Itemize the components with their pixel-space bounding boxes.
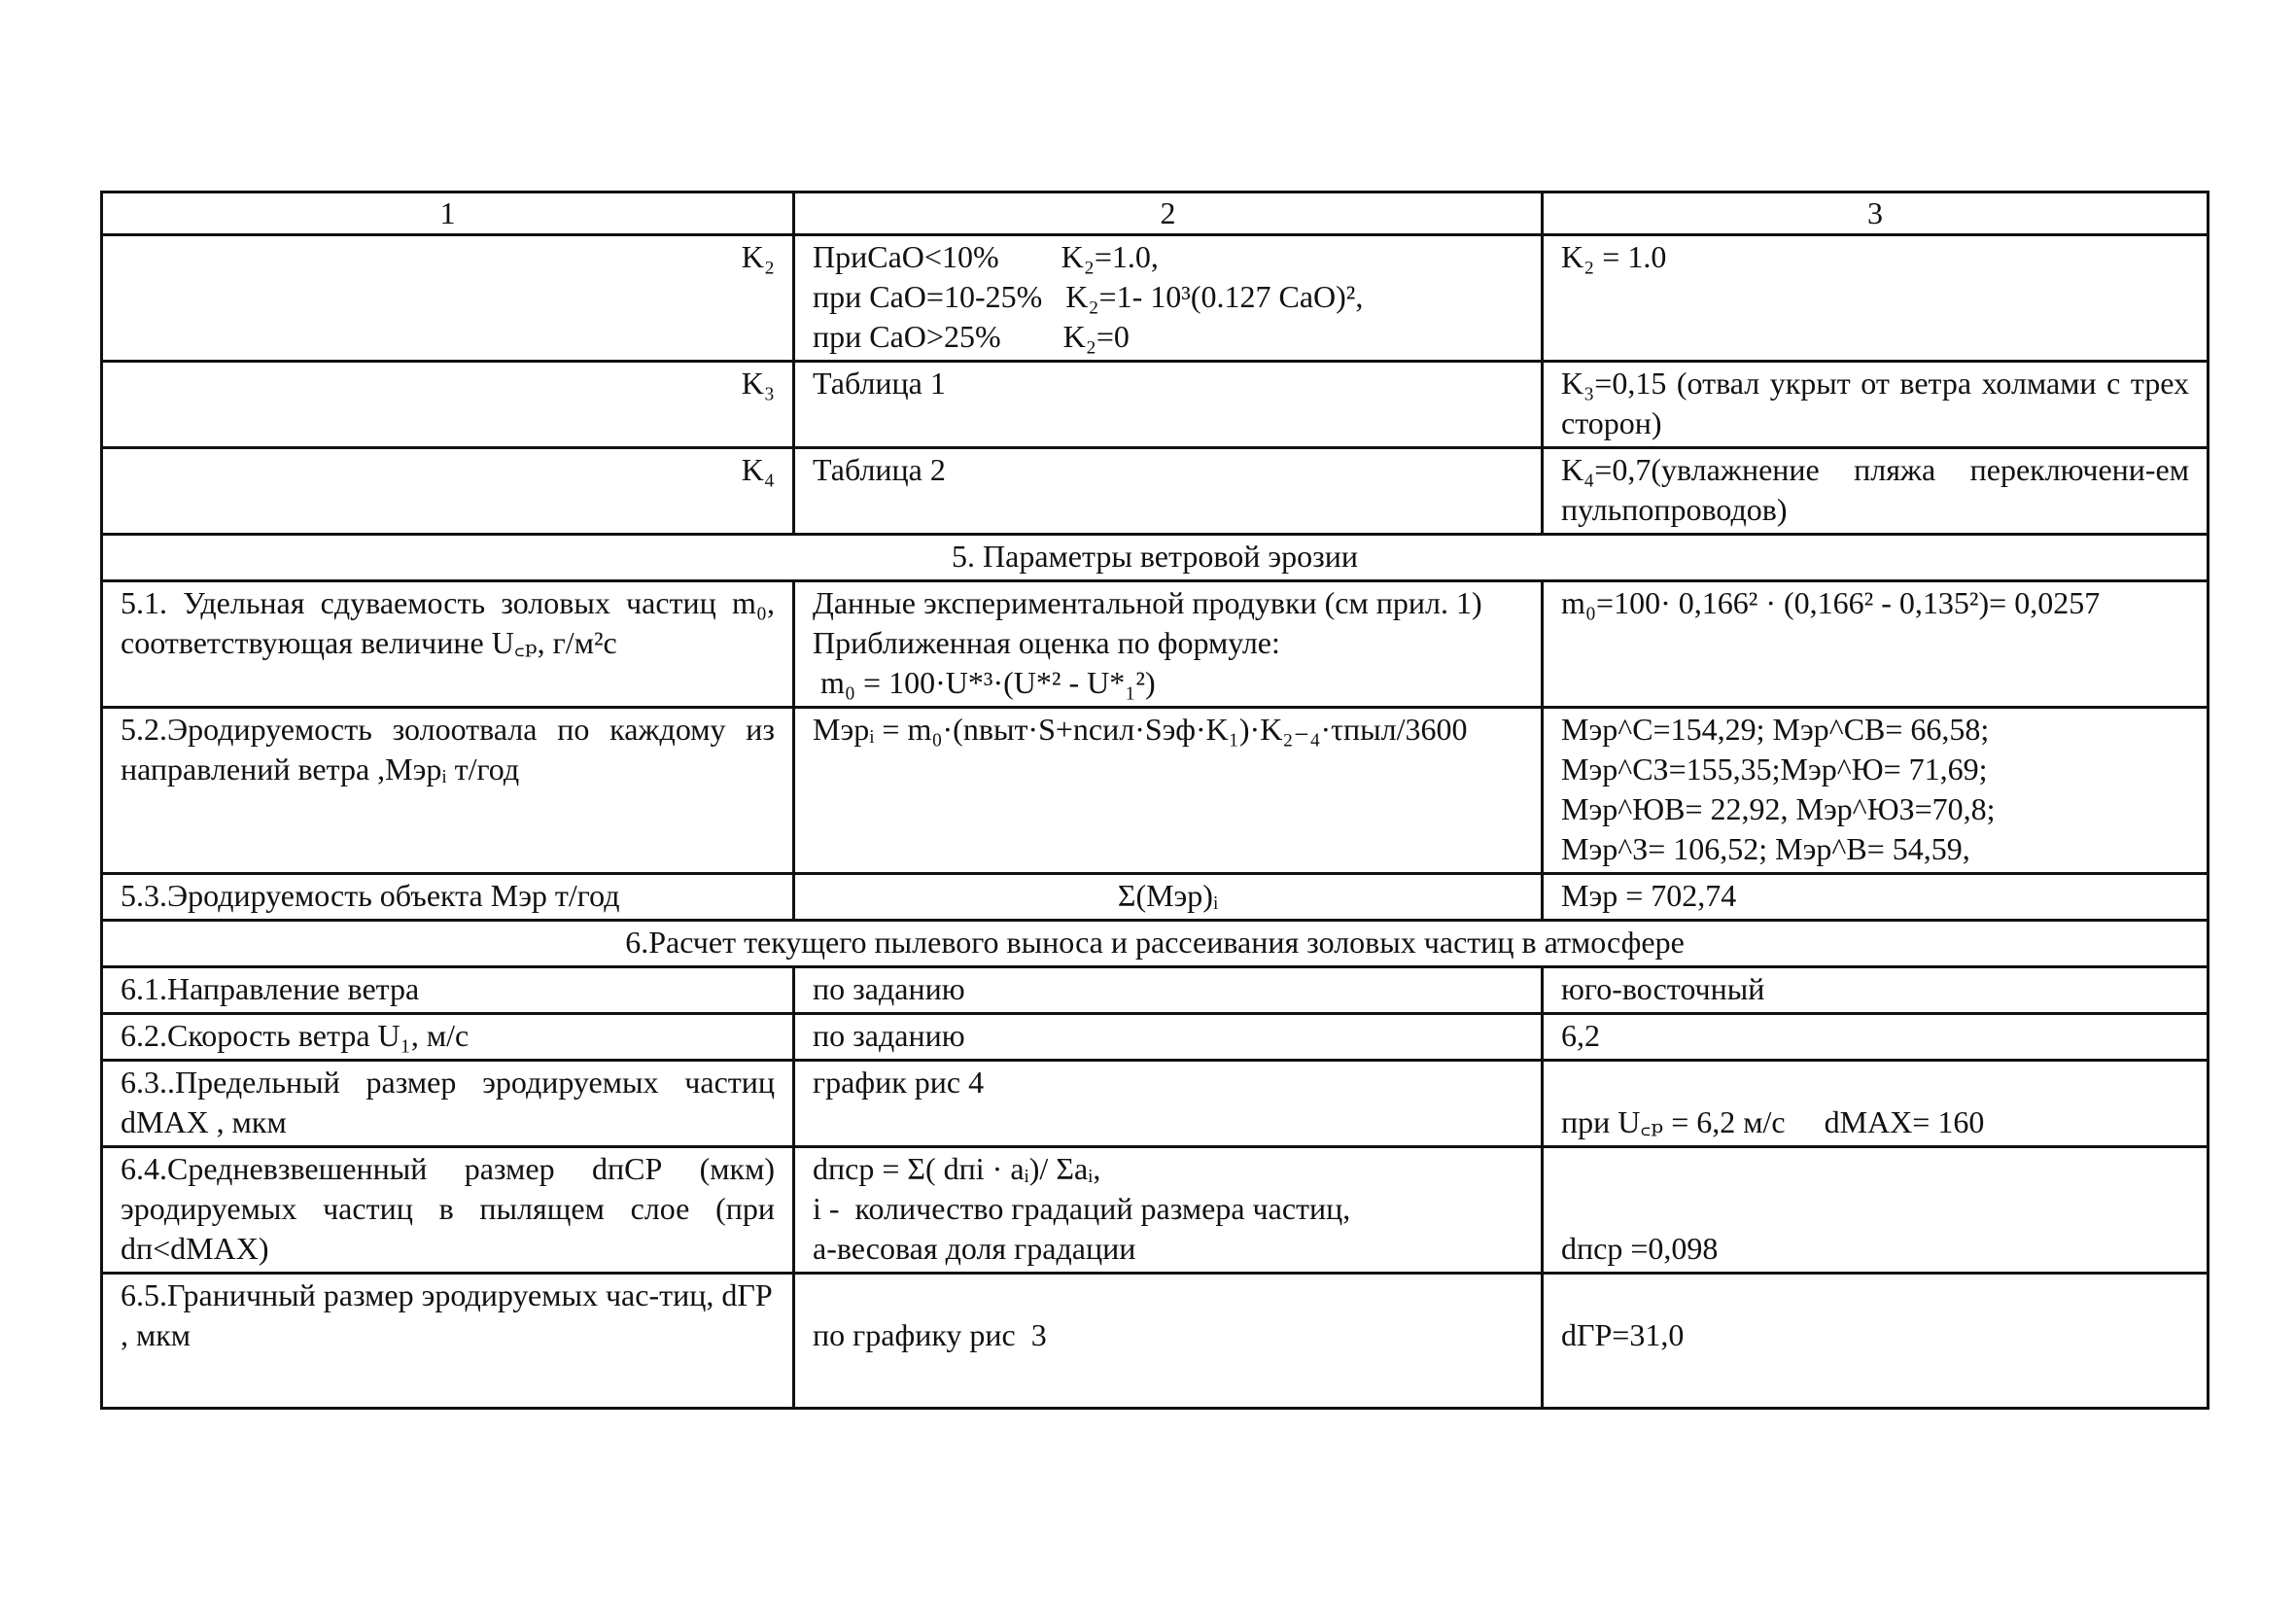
row-6-1-result: юго-восточный <box>1543 967 2209 1014</box>
row-6-3-result-cell <box>1543 1061 2209 1147</box>
row-5-2-result-line: Мэр^З= 106,52; Мэр^В= 54,59, <box>1561 831 1970 866</box>
row-6-2-parameter: 6.2.Скорость ветра U₁, м/с <box>102 1014 794 1061</box>
row-6-3-parameter: 6.3..Предельный размер эродируемых частиц dMAX , мкм <box>102 1061 794 1147</box>
row-6-1-parameter: 6.1.Направление ветра <box>102 967 794 1014</box>
table-row-6-2 <box>102 1014 2209 1061</box>
row-6-4-result: dпср =0,098 <box>1561 1231 1719 1266</box>
header-col-3: 3 <box>1543 192 2209 235</box>
table-row-6-4 <box>102 1147 2209 1274</box>
k3-source: Таблица 1 <box>794 362 1543 448</box>
table-row-k3 <box>102 362 2209 448</box>
table-row-6-5 <box>102 1274 2209 1409</box>
spacer <box>1561 1149 2189 1189</box>
row-6-5-method: по графику рис 3 <box>813 1317 1047 1352</box>
row-5-1-parameter: 5.1. Удельная сдуваемость золовых частиц m₀, соответствующая величине U꜀ₚ, г/м²с <box>102 581 794 708</box>
row-6-5-result-cell <box>1543 1274 2209 1409</box>
k2-value: K₂ = 1.0 <box>1543 235 2209 362</box>
table-row-k4 <box>102 448 2209 535</box>
spacer <box>813 1276 1523 1315</box>
row-6-4-formula-line: a-весовая доля градации <box>813 1231 1136 1266</box>
table-row-k2 <box>102 235 2209 362</box>
header-col-2: 2 <box>794 192 1543 235</box>
k3-value: K₃=0,15 (отвал укрыт от ветра холмами с трех сторон) <box>1543 362 2209 448</box>
row-5-2-result-line: Мэр^СЗ=155,35;Мэр^Ю= 71,69; <box>1561 752 1988 787</box>
row-5-2-result-line: Мэр^ЮВ= 22,92, Мэр^ЮЗ=70,8; <box>1561 791 1996 826</box>
k3-label: K₃ <box>102 362 794 448</box>
row-6-4-result-cell <box>1543 1147 2209 1274</box>
row-6-1-method: по заданию <box>794 967 1543 1014</box>
table-row-5-1 <box>102 581 2209 708</box>
k2-label: K₂ <box>102 235 794 362</box>
section-6-title: 6.Расчет текущего пылевого выноса и рассеивания золовых частиц в атмосфере <box>102 921 2209 967</box>
row-5-1-formula: m₀ = 100·U*³·(U*² - U*₁²) <box>813 665 1156 700</box>
row-6-3-result: при U꜀ₚ = 6,2 м/с dMAX= 160 <box>1561 1104 1985 1139</box>
k2-condition-line: при CaO>25% K₂=0 <box>813 319 1130 354</box>
row-6-2-method: по заданию <box>794 1014 1543 1061</box>
row-6-4-formula <box>794 1147 1543 1274</box>
k4-value: K₄=0,7(увлажнение пляжа переключени-ем пульпопроводов) <box>1543 448 2209 535</box>
row-5-2-formula: Мэрᵢ = m₀·(nвыт·S+nсил·Sэф·K₁)·K₂₋₄·τпыл/3600 <box>794 708 1543 874</box>
spacer <box>1561 1189 2189 1229</box>
section-6-row <box>102 921 2209 967</box>
row-6-3-method: график рис 4 <box>794 1061 1543 1147</box>
row-5-1-method-line: Приближенная оценка по формуле: <box>813 625 1280 660</box>
data-table <box>100 191 2209 1410</box>
row-6-2-result: 6,2 <box>1543 1014 2209 1061</box>
table-row-5-3 <box>102 874 2209 921</box>
row-6-5-parameter: 6.5.Граничный размер эродируемых час-тиц, dГР , мкм <box>102 1274 794 1409</box>
k2-condition-line: ПриCaO<10% K₂=1.0, <box>813 239 1159 274</box>
row-5-1-method-line: Данные экспериментальной продувки (см прил. 1) <box>813 585 1482 620</box>
row-5-3-parameter: 5.3.Эродируемость объекта Мэр т/год <box>102 874 794 921</box>
spacer <box>1561 1276 2189 1315</box>
k2-conditions <box>794 235 1543 362</box>
k2-condition-line: при CaO=10-25% K₂=1- 10³(0.127 CaO)², <box>813 279 1364 314</box>
table-row-6-1 <box>102 967 2209 1014</box>
row-5-1-result: m₀=100· 0,166² · (0,166² - 0,135²)= 0,0257 <box>1543 581 2209 708</box>
row-5-3-formula: Σ(Мэр)ᵢ <box>794 874 1543 921</box>
row-5-3-result: Мэр = 702,74 <box>1543 874 2209 921</box>
row-6-5-result: dГР=31,0 <box>1561 1317 1685 1352</box>
row-6-4-parameter: 6.4.Средневзвешенный размер dпСР (мкм) эродируемых частиц в пылящем слое (при dп<dMAX) <box>102 1147 794 1274</box>
row-5-2-results <box>1543 708 2209 874</box>
header-col-1: 1 <box>102 192 794 235</box>
row-6-4-formula-line: i - количество градаций размера частиц, <box>813 1191 1351 1226</box>
row-5-2-result-line: Мэр^С=154,29; Мэр^СВ= 66,58; <box>1561 712 1990 747</box>
k4-source: Таблица 2 <box>794 448 1543 535</box>
row-5-2-parameter: 5.2.Эродируемость золоотвала по каждому из направлений ветра ,Мэрᵢ т/год <box>102 708 794 874</box>
table-row-6-3 <box>102 1061 2209 1147</box>
section-5-title: 5. Параметры ветровой эрозии <box>102 535 2209 581</box>
row-5-1-method <box>794 581 1543 708</box>
k4-label: K₄ <box>102 448 794 535</box>
section-5-row <box>102 535 2209 581</box>
table-row-5-2 <box>102 708 2209 874</box>
row-6-4-formula-line: dпср = Σ( dпi · aᵢ)/ Σaᵢ, <box>813 1151 1101 1186</box>
header-row <box>102 192 2209 235</box>
row-6-5-method-cell <box>794 1274 1543 1409</box>
spacer <box>1561 1063 2189 1102</box>
